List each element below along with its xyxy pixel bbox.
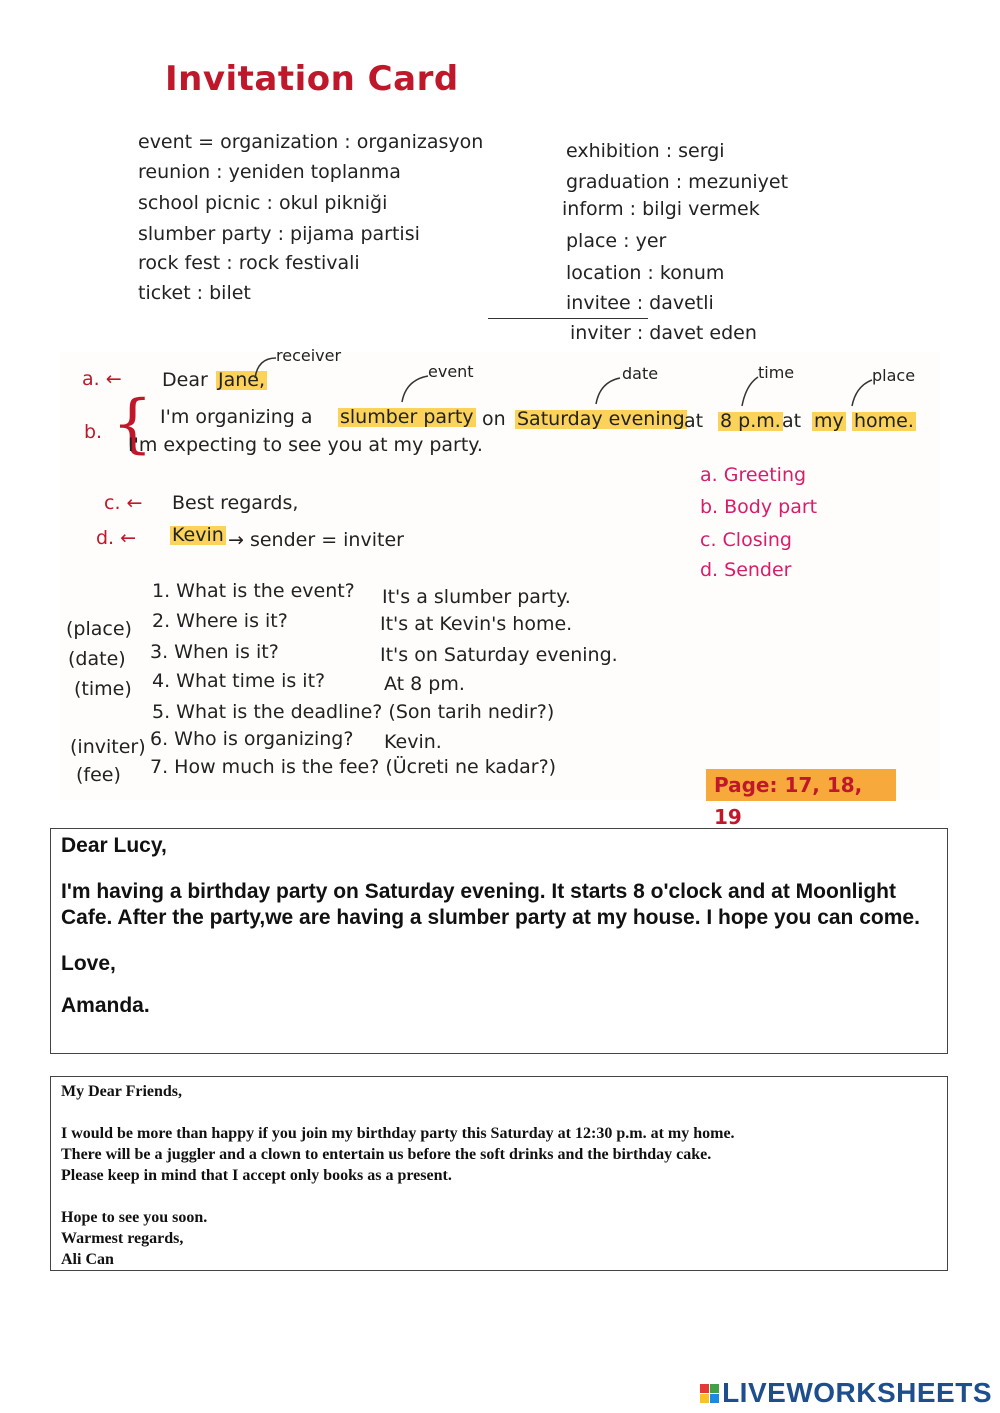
vocab-item: rock fest : rock festivali [138, 252, 360, 274]
letter-greeting: Dear Lucy, [61, 834, 167, 857]
letter-closing: Hope to see you soon. [61, 1209, 208, 1226]
logo-icon [700, 1384, 719, 1403]
answer-text: It's on Saturday evening. [380, 644, 618, 666]
answer-text: It's a slumber party. [382, 586, 571, 608]
legend-item: c. Closing [700, 529, 792, 551]
legend-item: d. Sender [700, 559, 792, 581]
question-text: 5. What is the deadline? (Son tarih nedir?) [152, 701, 555, 723]
vocab-item: ticket : bilet [138, 282, 251, 304]
letter-closing: Warmest regards, [61, 1230, 184, 1247]
question-text: 1. What is the event? [152, 580, 355, 602]
word-on: on [482, 408, 506, 430]
invitation-box-amanda [50, 828, 948, 1054]
vocab-item: place : yer [566, 230, 667, 252]
legend-item: a. Greeting [700, 464, 807, 486]
question-text: 2. Where is it? [152, 610, 288, 632]
marker-c: c. ← [104, 492, 143, 514]
question-tag: (inviter) [70, 736, 146, 758]
event-note: event [428, 362, 474, 381]
event-highlight: slumber party [340, 406, 474, 428]
closing-text: Best regards, [172, 492, 299, 514]
letter-body: I'm having a birthday party on Saturday evening. It starts 8 o'clock and at Moonlight Cafe. After the party,we are having a slumber party at my house. I hope you can come. [61, 880, 920, 929]
letter-closing: Love, [61, 952, 116, 975]
letter-dear: Dear [162, 369, 208, 391]
vocab-item: invitee : davetli [566, 292, 714, 314]
annotation-arrows [0, 0, 1000, 420]
answer-text: At 8 pm. [384, 673, 465, 695]
vocab-item: event = organization : organizasyon [138, 131, 484, 153]
page-reference: Page: 17, 18, 19 [706, 769, 896, 801]
vocab-item: inform : bilgi vermek [562, 198, 760, 220]
letter-greeting: My Dear Friends, [61, 1083, 183, 1100]
answer-text: It's at Kevin's home. [380, 613, 573, 635]
vocab-item: slumber party : pijama partisi [138, 223, 420, 245]
date-highlight: Saturday evening [517, 408, 685, 430]
liveworksheets-logo[interactable] [700, 1377, 992, 1409]
vocab-item: graduation : mezuniyet [566, 171, 789, 193]
receiver-name: Jane, [218, 369, 266, 391]
sender-name: Kevin [172, 524, 224, 546]
word-at: at [684, 410, 704, 432]
body-brace: { [112, 387, 153, 461]
page-title: Invitation Card [165, 59, 459, 99]
question-text: 3. When is it? [150, 641, 279, 663]
letter-body-line: I would be more than happy if you join my birthday party this Saturday at 12:30 p.m. at my home. [61, 1125, 735, 1142]
place-highlight-my: my [814, 410, 844, 432]
receiver-note: receiver [276, 346, 342, 365]
date-note: date [622, 364, 659, 383]
question-tag: (fee) [76, 764, 121, 786]
question-tag: (date) [68, 648, 126, 670]
place-highlight-home: home. [854, 410, 914, 432]
word-at: at [782, 410, 802, 432]
marker-a: a. ← [82, 368, 122, 390]
question-text: 7. How much is the fee? (Ücreti ne kadar?) [150, 756, 557, 778]
letter-body-line: Please keep in mind that I accept only books as a present. [61, 1167, 452, 1184]
brand-name: LIVEWORKSHEETS [722, 1377, 992, 1408]
question-text: 4. What time is it? [152, 670, 326, 692]
question-tag: (place) [66, 618, 132, 640]
question-tag: (time) [74, 678, 132, 700]
vocab-item: school picnic : okul pikniği [138, 192, 388, 214]
place-note: place [872, 366, 916, 385]
letter-sender: Ali Can [61, 1251, 114, 1268]
vocab-item: exhibition : sergi [566, 140, 725, 162]
question-text: 6. Who is organizing? [150, 728, 354, 750]
time-note: time [758, 363, 795, 382]
body-line1-start: I'm organizing a [160, 406, 313, 428]
vocab-item: reunion : yeniden toplanma [138, 161, 401, 183]
vocab-item: location : konum [566, 262, 725, 284]
letter-body-line: There will be a juggler and a clown to entertain us before the soft drinks and the birthday cake. [61, 1146, 712, 1163]
legend-item: b. Body part [700, 496, 818, 518]
body-line2: I'm expecting to see you at my party. [128, 434, 483, 456]
marker-b: b. [84, 421, 103, 443]
sender-note: → sender = inviter [228, 529, 404, 551]
vocab-item: inviter : davet eden [570, 322, 757, 344]
answer-text: Kevin. [384, 731, 442, 753]
time-highlight: 8 p.m. [720, 410, 781, 432]
letter-sender: Amanda. [61, 994, 150, 1017]
invitation-box-ali [50, 1076, 948, 1271]
marker-d: d. ← [96, 527, 137, 549]
